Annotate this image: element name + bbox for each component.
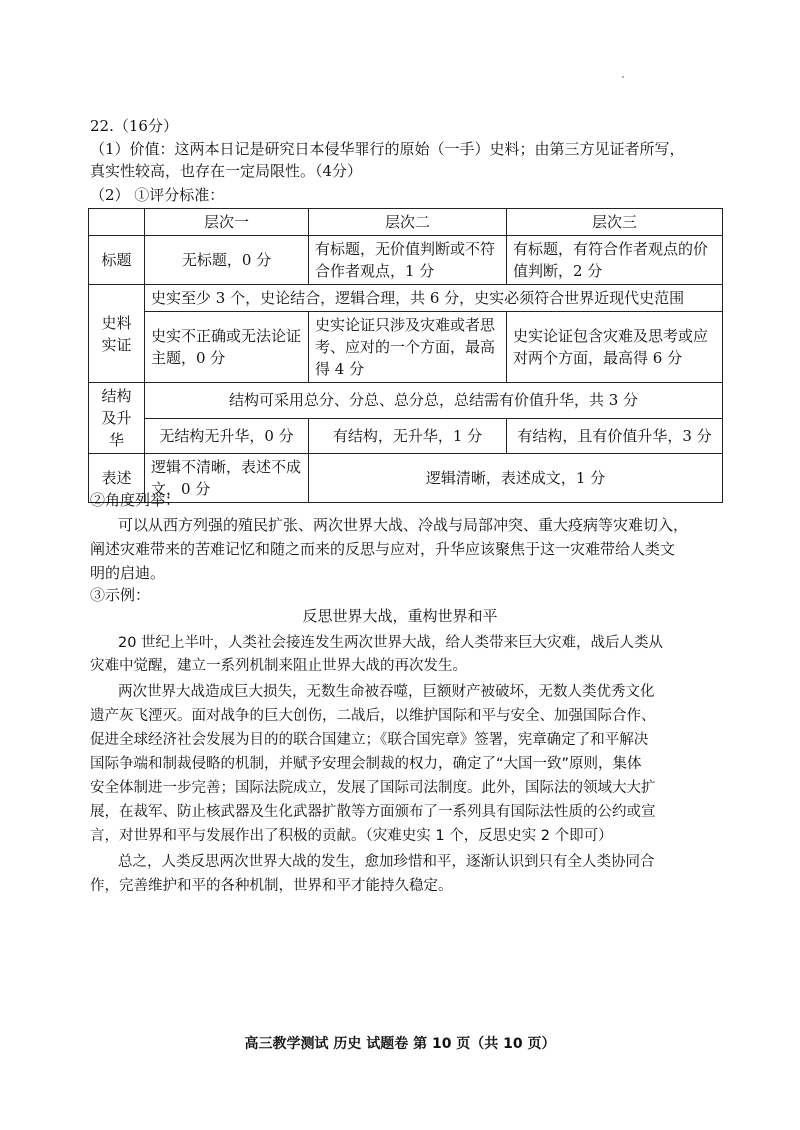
row-label-evidence: 史料实证 — [89, 285, 145, 383]
angles-line1: 可以从西方列强的殖民扩张、两次世界大战、冷战与局部冲突、重大疫病等灾难切入， — [118, 516, 689, 534]
table-row-evidence-merged — [89, 285, 723, 312]
sample-line-7: 安全体制进一步完善；国际法院成立，发展了国际司法制度。此外，国际法的领域大大扩 — [90, 780, 656, 796]
expression-level23: 逻辑清晰，表述成文，1 分 — [309, 454, 723, 503]
angles-line3: 明的启迪。 — [90, 564, 166, 582]
sample-line-5: 促进全球经济社会发展为目的的联合国建立；《联合国宪章》签署，宪章确定了和平解决 — [90, 732, 649, 748]
sample-line-6: 国际争端和制裁侵略的机制，并赋予安理会制裁的权力，确定了“大国一致”原则，集体 — [90, 756, 642, 772]
row-label-expression: 表述 — [89, 454, 145, 503]
header-blank — [89, 209, 145, 236]
table-row-structure-merged — [89, 383, 723, 419]
structure-level3: 有结构，且有价值升华，3 分 — [507, 418, 723, 454]
expression-level1: 逻辑不清晰，表述不成文，0 分 — [145, 454, 309, 503]
table-row-expression — [89, 454, 723, 503]
evidence-level3: 史实论证包含灾难及思考或应对两个方面，最高得 6 分 — [507, 312, 723, 383]
sample-line-1: 20 世纪上半叶，人类社会接连发生两次世界大战，给人类带来巨大灾难，战后人类从 — [118, 635, 664, 651]
part2-header: （2） ①评分标准： — [90, 186, 225, 204]
sample-line-8: 展，在裁军、防止核武器及生化武器扩散等方面颁布了一系列具有国际法性质的公约或宣 — [90, 804, 656, 820]
sample-title: 反思世界大战，重构世界和平 — [302, 607, 498, 625]
header-level2: 层次二 — [309, 209, 507, 236]
evidence-level1: 史实不正确或无法论证主题，0 分 — [145, 312, 309, 383]
sample-line-9: 言，对世界和平与发展作出了积极的贡献。（灾难史实 1 个，反思史实 2 个即可） — [90, 828, 613, 844]
question-number: 22.（16分） — [90, 117, 178, 135]
sample-line-10: 总之，人类反思两次世界大战的发生，愈加珍惜和平，逐渐认识到只有全人类协同合 — [118, 854, 655, 870]
title-level1: 无标题，0 分 — [145, 236, 309, 285]
scan-dot — [622, 76, 624, 78]
header-level3: 层次三 — [507, 209, 723, 236]
row-label-structure: 结构及升华 — [89, 383, 145, 454]
sample-line-4: 遗产灰飞湮灭。面对战争的巨大创伤，二战后，以维护国际和平与安全、加强国际合作、 — [90, 708, 656, 724]
table-row-structure-levels — [89, 418, 723, 454]
page-footer: 高三教学测试 历史 试题卷 第 10 页（共 10 页） — [244, 1036, 556, 1052]
part1-line1: （1）价值：这两本日记是研究日本侵华罪行的原始（一手）史料；由第三方见证者所写， — [90, 140, 685, 158]
angles-header: ②角度列举： — [90, 491, 181, 509]
sample-line-2: 灾难中觉醒，建立一系列机制来阻止世界大战的再次发生。 — [90, 658, 467, 674]
header-level1: 层次一 — [145, 209, 309, 236]
evidence-level2: 史实论证只涉及灾难或者思考、应对的一个方面，最高得 4 分 — [309, 312, 507, 383]
structure-level1: 无结构无升华，0 分 — [145, 418, 309, 454]
structure-level2: 有结构，无升华，1 分 — [309, 418, 507, 454]
scoring-table — [88, 208, 723, 503]
title-level3: 有标题，有符合作者观点的价值判断，2 分 — [507, 236, 723, 285]
sample-line-3: 两次世界大战造成巨大损失，无数生命被吞噬，巨额财产被破坏，无数人类优秀文化 — [118, 684, 655, 700]
structure-merged: 结构可采用总分、分总、总分总，总结需有价值升华，共 3 分 — [145, 383, 723, 419]
row-label-title: 标题 — [89, 236, 145, 285]
sample-line-11: 作，完善维护和平的各种机制，世界和平才能持久稳定。 — [90, 878, 453, 894]
table-row-title — [89, 236, 723, 285]
part1-line2: 真实性较高，也存在一定局限性。（4分） — [90, 162, 363, 180]
title-level2: 有标题，无价值判断或不符合作者观点，1 分 — [309, 236, 507, 285]
table-header-row — [89, 209, 723, 236]
table-row-evidence-levels — [89, 312, 723, 383]
sample-header: ③示例： — [90, 586, 151, 604]
angles-line2: 阐述灾难带来的苦难记忆和随之而来的反思与应对，升华应该聚焦于这一灾难带给人类文 — [90, 540, 676, 558]
evidence-merged: 史实至少 3 个，史论结合，逻辑合理，共 6 分，史实必须符合世界近现代史范围 — [145, 285, 723, 312]
